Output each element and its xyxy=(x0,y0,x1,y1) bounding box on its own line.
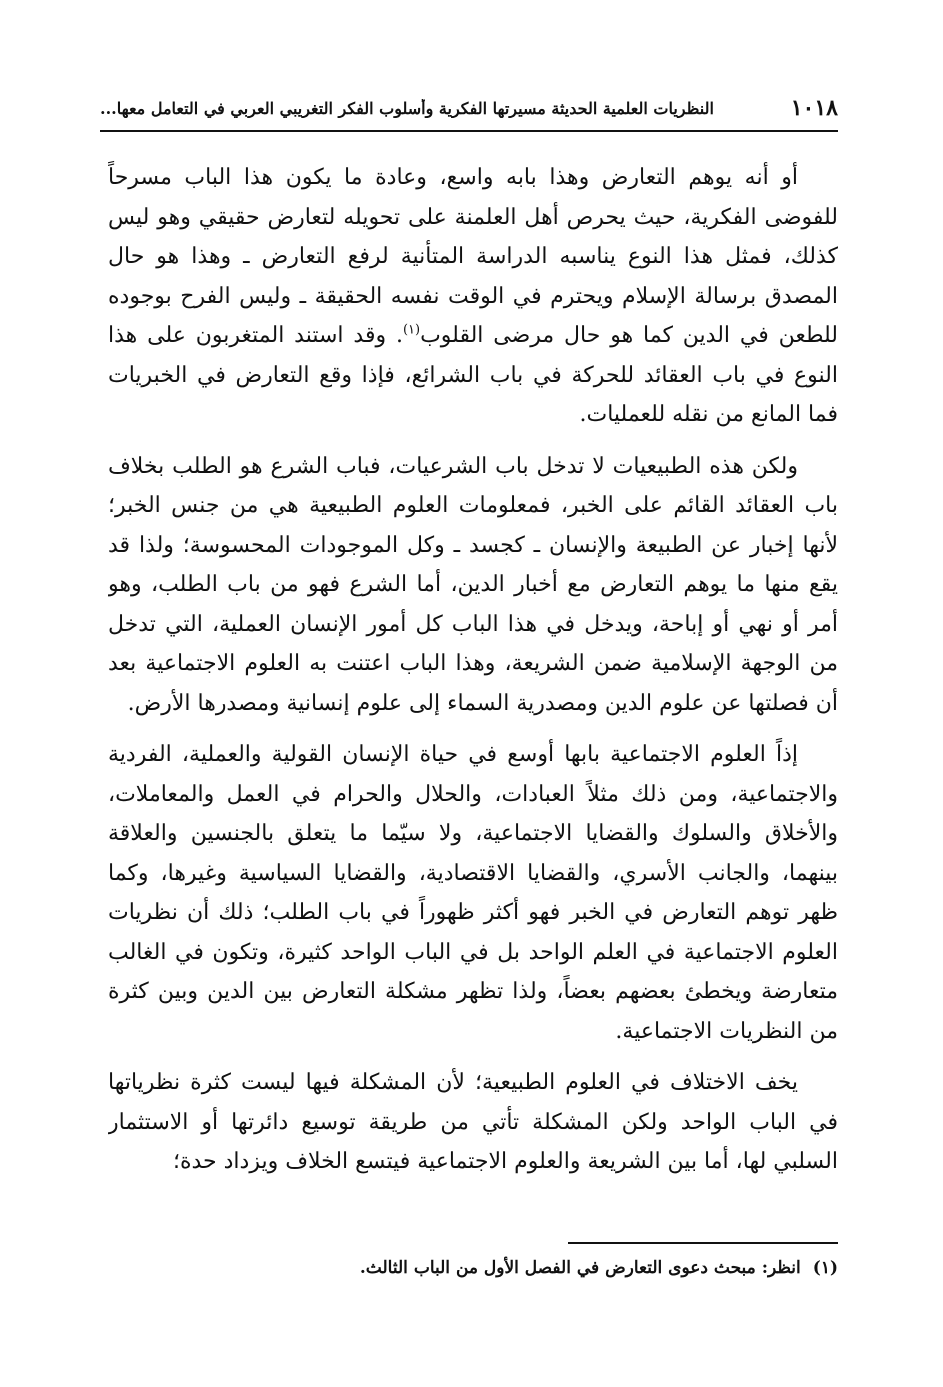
running-title: النظريات العلمية الحديثة مسيرتها الفكرية وأسلوب الفكر التغريبي العربي في التعامل معها... xyxy=(100,98,714,118)
footnote-divider xyxy=(568,1242,838,1244)
footnote xyxy=(200,1258,838,1278)
paragraph-2: ولكن هذه الطبيعيات لا تدخل باب الشرعيات، فباب الشرع هو الطلب بخلاف باب العقائد القائم على الخبر، فمعلومات العلوم الطبيعية هي من جنس الخبر؛ لأنها إخبار عن الطبيعة والإنسان ـ كجسد ـ وكل الموجودات المحسوسة؛ ولذا قد يقع منها ما يوهم التعارض مع أخبار الدين، أما الشرع فهو من باب الطلب، وهو أمر أو نهي أو إباحة، ويدخل في هذا الباب كل أمور الإنسان العملية، التي تدخل من الوجهة الإسلامية ضمن الشريعة، وهذا الباب اعتنت به العلوم الاجتماعية بعد أن فصلتها عن علوم الدين ومصدرية السماء إلى علوم إنسانية ومصدرها الأرض. xyxy=(108,453,838,716)
paragraph-3: إذاً العلوم الاجتماعية بابها أوسع في حياة الإنسان القولية والعملية، الفردية والاجتماعية، ومن ذلك مثلاً العبادات، والحلال والحرام في العمل والمعاملات، والأخلاق والسلوك والقضايا الاجتماعية، ولا سيّما ما يتعلق بالجنسين والعلاقة بينهما، والجانب الأسري، والقضايا الاقتصادية، والقضايا السياسية وغيرها، وكما ظهر توهم التعارض في الخبر فهو أكثر ظهوراً في باب الطلب؛ ذلك أن نظريات العلوم الاجتماعية في العلم الواحد بل في الباب الواحد كثيرة، وتكون في الغالب متعارضة ويخطئ بعضهم بعضاً، ولذا تظهر مشكلة التعارض بين الدين وبين كثرة من النظريات الاجتماعية. xyxy=(108,742,838,1044)
footnote-reference: (١) xyxy=(402,322,421,338)
body-text xyxy=(108,158,838,1228)
paragraph-1 xyxy=(108,158,838,435)
footnote-number: (١) xyxy=(812,1258,838,1278)
page-header xyxy=(100,92,838,132)
paragraph-1-part-a: أو أنه يوهم التعارض وهذا بابه واسع، وعادة ما يكون هذا الباب مسرحاً للفوضى الفكرية، حيث يحرص أهل العلمنة على تحويله لتعارض حقيقي وهو ليس كذلك، فمثل هذا النوع يناسبه الدراسة المتأنية لرفع التعارض ـ وهذا هو حال المصدق برسالة الإسلام ويحترم في الوقت نفسه الحقيقة ـ وليس الفرح بوجوده للطعن في الدين كما هو حال مرضى القلوب xyxy=(108,165,838,348)
paragraph-1-part-b: . وقد استند المتغربون على هذا النوع في باب العقائد للحركة في باب الشرائع، فإذا وقع التعارض في الخبريات فما المانع من نقله للعمليات. xyxy=(108,323,838,427)
paragraph-4: يخف الاختلاف في العلوم الطبيعية؛ لأن المشكلة فيها ليست كثرة نظرياتها في الباب الواحد ولكن المشكلة تأتي من طريقة توسيع دائرتها أو الاستثمار السلبي لها، أما بين الشريعة والعلوم الاجتماعية فيتسع الخلاف ويزداد حدة؛ xyxy=(108,1070,838,1174)
footnote-text: انظر: مبحث دعوى التعارض في الفصل الأول من الباب الثالث. xyxy=(359,1258,801,1278)
page-number: ١٠١٨ xyxy=(790,95,838,121)
